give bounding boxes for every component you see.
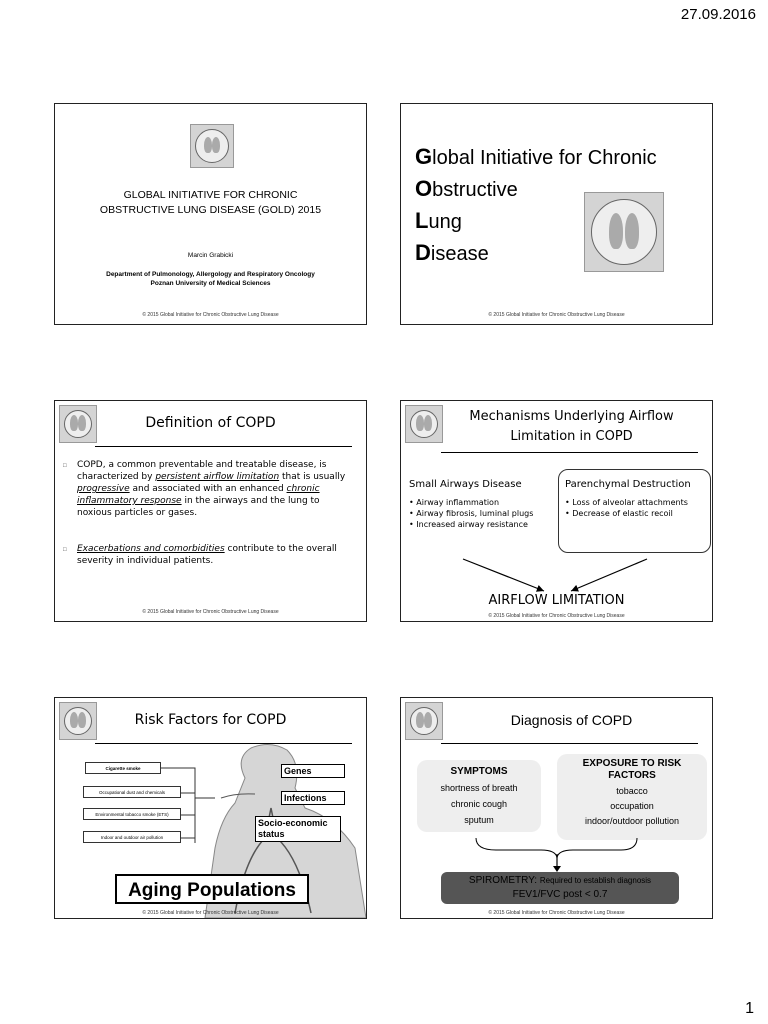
- copyright-note: © 2015 Global Initiative for Chronic Obstructive Lung Disease: [488, 312, 625, 318]
- risk-factor-box: Occupational dust and chemicals: [83, 786, 181, 798]
- spirometry-box: SPIROMETRY: Required to establish diagnosis FEV1/FVC post < 0.7: [441, 872, 679, 904]
- presentation-title: GLOBAL INITIATIVE FOR CHRONIC OBSTRUCTIVE LUNG DISEASE (GOLD) 2015: [99, 189, 322, 216]
- exposure-box: EXPOSURE TO RISK FACTORS tobacco occupation indoor/outdoor pollution: [557, 754, 707, 840]
- acronym-line-d: Disease: [415, 240, 489, 265]
- exacerbations-paragraph: Exacerbations and comorbidities contribute to the overall severity in individual patients.: [77, 544, 337, 566]
- copyright-note: © 2015 Global Initiative for Chronic Obstructive Lung Disease: [142, 312, 279, 318]
- definition-paragraph: COPD, a common preventable and treatable disease, is characterized by persistent airflow limitation that is usually progressive and associated with an enhanced chronic inflammatory response in the airways and the lung to noxious particles or gases.: [77, 460, 346, 518]
- slide-heading: Risk Factors for COPD: [134, 712, 287, 728]
- gold-logo: [584, 192, 664, 272]
- slide-gold-acronym[interactable]: [400, 103, 713, 325]
- converging-arrows: [401, 401, 712, 621]
- parenchymal-list: • Loss of alveolar attachments • Decrease of elastic recoil: [565, 497, 688, 519]
- gold-logo: [190, 124, 234, 168]
- department: Department of Pulmonology, Allergology and Respiratory Oncology Poznan University of Medical Sciences: [106, 271, 315, 287]
- acronym-line-l: Lung: [415, 208, 462, 233]
- symptoms-box: SYMPTOMS shortness of breath chronic cough sputum: [417, 760, 541, 832]
- slide-heading: Definition of COPD: [145, 415, 276, 431]
- slide-title[interactable]: [54, 103, 367, 325]
- risk-factor-box: Indoor and outdoor air pollution: [83, 831, 181, 843]
- copyright-note: © 2015 Global Initiative for Chronic Obstructive Lung Disease: [142, 609, 279, 615]
- parenchymal-heading: Parenchymal Destruction: [565, 479, 691, 490]
- infections-tag: Infections: [281, 791, 345, 805]
- slide-diagnosis[interactable]: [400, 697, 713, 919]
- risk-factor-box: Environmental tobacco smoke (ETS): [83, 808, 181, 820]
- page-number: 1: [745, 1000, 754, 1017]
- slide-risk-factors[interactable]: [54, 697, 367, 919]
- small-airways-list: • Airway inflammation • Airway fibrosis, luminal plugs • Increased airway resistance: [409, 497, 533, 530]
- author-name: Marcin Grabicki: [187, 252, 234, 259]
- bullet-marker: □: [63, 463, 67, 469]
- copyright-note: © 2015 Global Initiative for Chronic Obstructive Lung Disease: [488, 910, 625, 916]
- small-airways-heading: Small Airways Disease: [409, 479, 522, 490]
- copyright-note: © 2015 Global Initiative for Chronic Obstructive Lung Disease: [488, 613, 625, 619]
- slide-definition[interactable]: [54, 400, 367, 622]
- genes-tag: Genes: [281, 764, 345, 778]
- slide-heading: Mechanisms Underlying Airflow Limitation in COPD: [469, 409, 674, 444]
- bullet-marker: □: [63, 547, 67, 553]
- acronym-line-g: Global Initiative for Chronic: [415, 144, 657, 169]
- acronym-line-o: Obstructive: [415, 176, 518, 201]
- heading-rule: [95, 446, 352, 447]
- aging-populations-label: Aging Populations: [115, 874, 309, 904]
- risk-factor-box: Cigarette smoke: [85, 762, 161, 774]
- airflow-limitation-label: AIRFLOW LIMITATION: [488, 593, 625, 608]
- copyright-note: © 2015 Global Initiative for Chronic Obstructive Lung Disease: [142, 910, 279, 916]
- slide-mechanisms[interactable]: [400, 400, 713, 622]
- slide-heading: Diagnosis of COPD: [510, 712, 633, 728]
- print-date: 27.09.2016: [680, 6, 756, 23]
- socioeconomic-tag: Socio-economic status: [255, 816, 341, 842]
